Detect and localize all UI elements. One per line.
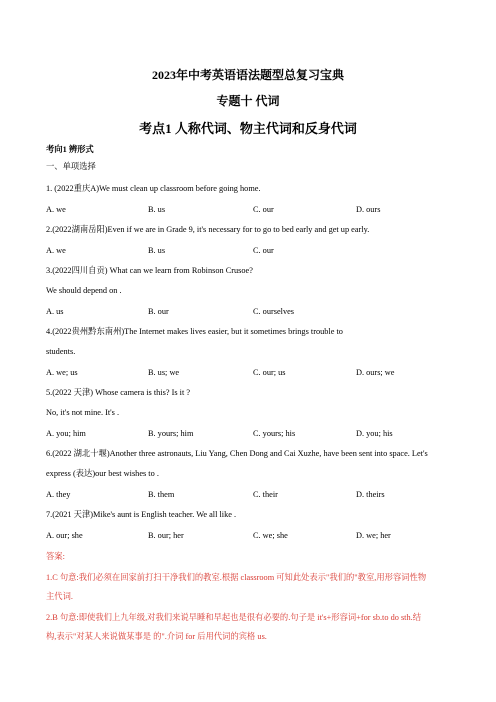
question-1-option-c: C. our bbox=[253, 205, 274, 214]
question-6-option-a: A. they bbox=[46, 490, 71, 499]
question-1-option-b: B. us bbox=[148, 205, 166, 214]
section-heading: 考点1 人称代词、物主代词和反身代词 bbox=[139, 121, 357, 136]
question-5-stem: 5.(2022 天津) Whose camera is this? Is it ? bbox=[46, 388, 191, 397]
question-1-stem: 1. (2022重庆A)We must clean up classroom before going home. bbox=[46, 184, 261, 193]
question-2-option-b: B. us bbox=[148, 246, 166, 255]
question-5-reply: No, it's not mine. It's . bbox=[46, 408, 120, 417]
question-3-option-c: C. ourselves bbox=[253, 307, 295, 316]
question-7-stem: 7.(2021 天津)Mike's aunt is English teacher. We all like . bbox=[46, 510, 237, 519]
question-4-stem: 4.(2022贵州黔东南州)The Internet makes lives easier, but it sometimes brings trouble to bbox=[46, 327, 343, 336]
question-7-option-c: C. we; she bbox=[253, 531, 288, 540]
question-6-stem-cont: express (表达)our best wishes to . bbox=[46, 469, 159, 478]
document-subtitle: 专题十 代词 bbox=[216, 94, 280, 108]
question-5-option-a: A. you; him bbox=[46, 429, 86, 438]
answer-1-line-2: 主代词. bbox=[46, 592, 73, 601]
question-4-option-c: C. our; us bbox=[253, 368, 286, 377]
question-6-stem: 6.(2022 湖北十堰)Another three astronauts, Liu Yang, Chen Dong and Cai Xuzhe, have been sent into space. Let's bbox=[46, 449, 428, 458]
question-5-option-d: D. you; his bbox=[356, 429, 393, 438]
question-6-option-b: B. them bbox=[148, 490, 175, 499]
question-4-stem-cont: students. bbox=[46, 347, 76, 356]
question-7-option-a: A. our; she bbox=[46, 531, 83, 540]
question-3-option-b: B. our bbox=[148, 307, 169, 316]
question-1-option-d: D. ours bbox=[356, 205, 381, 214]
question-1-option-a: A. we bbox=[46, 205, 66, 214]
question-6-option-c: C. their bbox=[253, 490, 278, 499]
question-2-stem: 2.(2022湖南岳阳)Even if we are in Grade 9, it's necessary for to go to bed early and get up early. bbox=[46, 225, 370, 234]
kaoxiang-heading: 考向1 辨形式 bbox=[46, 145, 94, 154]
question-4-option-b: B. us; we bbox=[148, 368, 180, 377]
question-6-option-d: D. theirs bbox=[356, 490, 385, 499]
question-3-stem: 3.(2022四川自贡) What can we learn from Robinson Crusoe? bbox=[46, 266, 253, 275]
document-title: 2023年中考英语语法题型总复习宝典 bbox=[151, 68, 344, 82]
question-2-option-c: C. our bbox=[253, 246, 274, 255]
question-7-option-b: B. our; her bbox=[148, 531, 184, 540]
answer-2-line-2: 构,表示"对某人来说做某事是 的".介词 for 后用代词的宾格 us. bbox=[46, 632, 267, 641]
question-3-option-a: A. us bbox=[46, 307, 64, 316]
question-4-option-a: A. we; us bbox=[46, 368, 78, 377]
part-heading: 一、单项选择 bbox=[46, 162, 96, 171]
question-5-option-c: C. yours; his bbox=[253, 429, 296, 438]
answer-2-line-1: 2.B 句意:即使我们上九年级,对我们来说早睡和早起也是很有必要的.句子是 it's+形容词+for sb.to do sth.结 bbox=[46, 613, 422, 622]
question-4-option-d: D. ours; we bbox=[356, 368, 395, 377]
question-2-option-a: A. we bbox=[46, 246, 66, 255]
question-3-reply: We should depend on . bbox=[46, 286, 122, 295]
answers-heading: 答案: bbox=[46, 552, 65, 561]
question-5-option-b: B. yours; him bbox=[148, 429, 194, 438]
answer-1-line-1: 1.C 句意:我们必须在回家前打扫干净我们的教室.根据 classroom 可知此处表示"我们的"教室,用形容词性物 bbox=[46, 573, 427, 582]
question-7-option-d: D. we; her bbox=[356, 531, 391, 540]
